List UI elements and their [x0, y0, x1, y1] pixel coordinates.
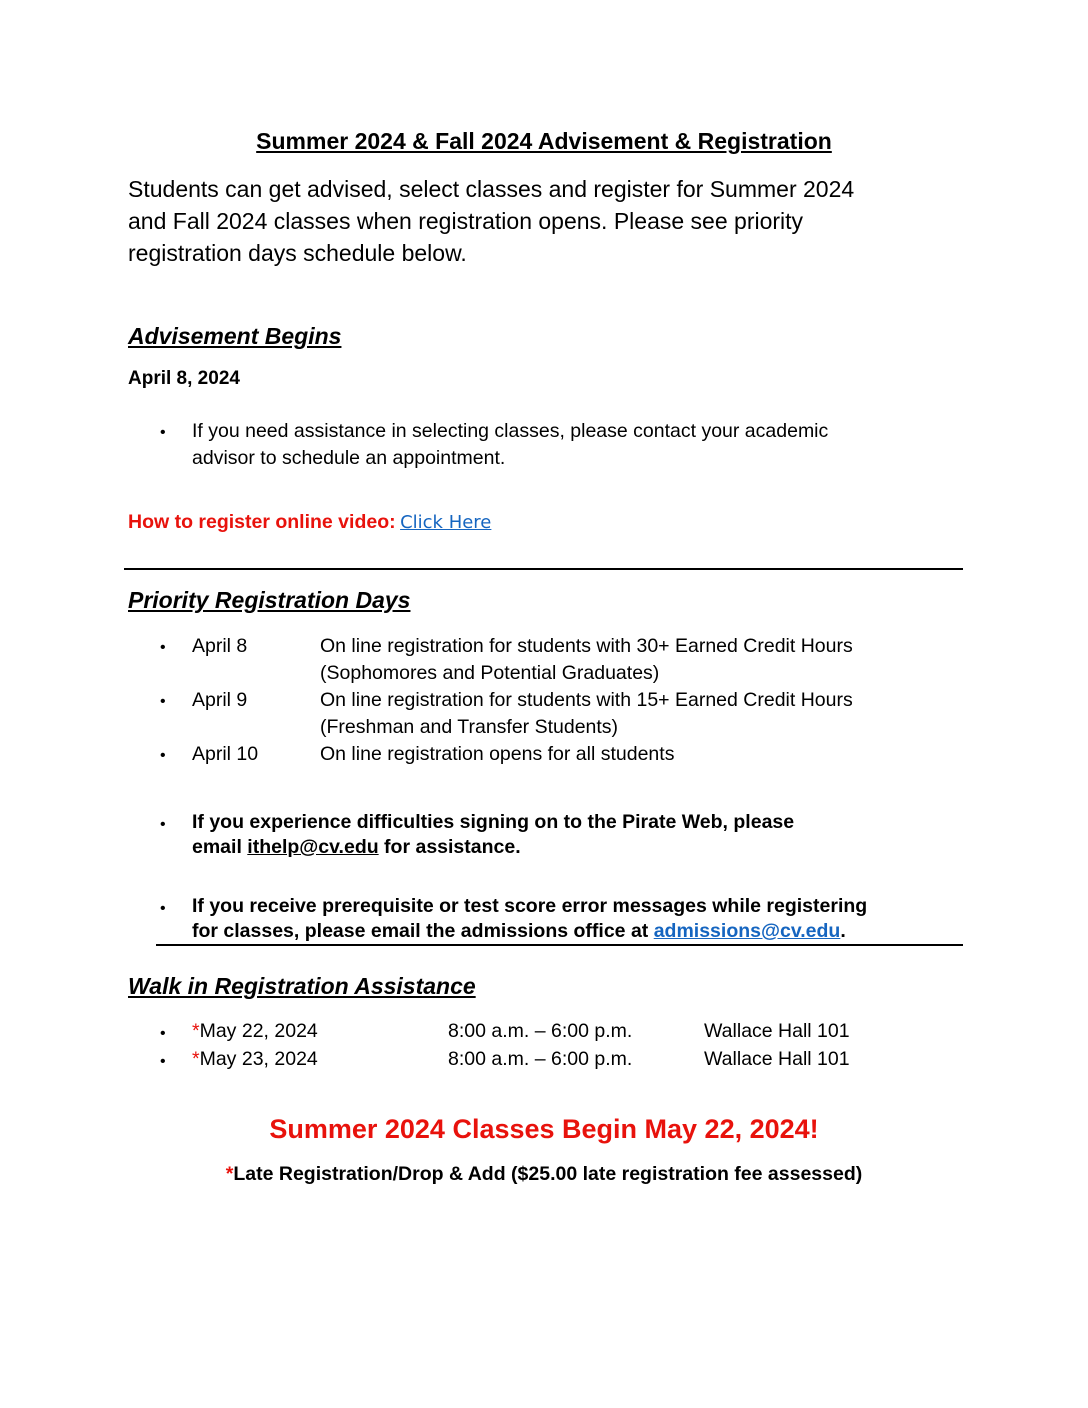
priority-day-line: On line registration for students with 15+ Earned Credit Hours [320, 689, 853, 711]
priority-heading: Priority Registration Days [128, 587, 411, 613]
advisement-bullet-line: If you need assistance in selecting classes, please contact your academic [192, 420, 829, 442]
help-line [192, 835, 794, 860]
summer-classes-banner: Summer 2024 Classes Begin May 22, 2024! [269, 1114, 819, 1144]
priority-day-desc [320, 687, 853, 741]
help-line: If you receive prerequisite or test score error messages while registering [192, 895, 868, 917]
priority-day-line: On line registration opens for all students [320, 743, 675, 765]
priority-day-line: (Freshman and Transfer Students) [320, 716, 619, 738]
help-line [192, 919, 867, 944]
bullet-icon: • [160, 816, 166, 833]
help-text: for assistance. [378, 836, 521, 858]
walkin-date-text: May 22, 2024 [199, 1020, 318, 1042]
help-line: If you experience difficulties signing on to the Pirate Web, please [192, 811, 795, 833]
bullet-icon: • [160, 639, 166, 656]
priority-day-desc [320, 741, 674, 768]
asterisk: * [225, 1163, 234, 1185]
priority-day-line: (Sophomores and Potential Graduates) [320, 662, 660, 684]
bullet-icon: • [160, 1053, 166, 1070]
intro-line: Students can get advised, select classes and register for Summer 2024 [128, 176, 855, 202]
click-here-link[interactable]: Click Here [400, 512, 492, 533]
help-text: email [192, 836, 248, 858]
priority-day-date: April 8 [192, 635, 248, 657]
advisement-bullet-line: advisor to schedule an appointment. [192, 447, 506, 469]
ithelp-email-link[interactable]: ithelp@cv.edu [247, 836, 379, 858]
help-text: for classes, please email the admissions office at [192, 920, 654, 942]
walkin-date [192, 1018, 318, 1045]
walkin-heading: Walk in Registration Assistance [128, 973, 476, 999]
video-label: How to register online video: [128, 511, 396, 533]
bullet-icon: • [160, 1025, 166, 1042]
help-text: . [840, 920, 846, 942]
asterisk: * [192, 1048, 200, 1070]
pirate-web-help [192, 810, 794, 860]
divider-rule [156, 944, 963, 946]
priority-day-date: April 10 [192, 743, 259, 765]
walkin-place: Wallace Hall 101 [704, 1048, 850, 1070]
walkin-date-text: May 23, 2024 [199, 1048, 318, 1070]
late-registration-text: Late Registration/Drop & Add ($25.00 late registration fee assessed) [233, 1163, 863, 1185]
advisement-bullet [192, 418, 828, 472]
walkin-place: Wallace Hall 101 [704, 1020, 850, 1042]
walkin-date [192, 1046, 318, 1073]
priority-day-date: April 9 [192, 689, 248, 711]
intro-line: and Fall 2024 classes when registration opens. Please see priority [128, 208, 804, 234]
intro-paragraph [128, 173, 854, 269]
advisement-heading: Advisement Begins [128, 323, 342, 349]
bullet-icon: • [160, 424, 166, 441]
walkin-time: 8:00 a.m. – 6:00 p.m. [448, 1020, 633, 1042]
advisement-date: April 8, 2024 [128, 368, 240, 389]
bullet-icon: • [160, 900, 166, 917]
document-title: Summer 2024 & Fall 2024 Advisement & Registration [256, 128, 832, 154]
priority-day-desc [320, 633, 853, 687]
bullet-icon: • [160, 693, 166, 710]
divider-rule [124, 568, 963, 570]
walkin-time: 8:00 a.m. – 6:00 p.m. [448, 1048, 633, 1070]
priority-day-line: On line registration for students with 30+ Earned Credit Hours [320, 635, 853, 657]
prerequisite-help [192, 894, 867, 944]
intro-line: registration days schedule below. [128, 240, 467, 266]
late-registration-note [0, 1163, 1088, 1186]
bullet-icon: • [160, 747, 166, 764]
admissions-email-link[interactable]: admissions@cv.edu [653, 920, 841, 942]
video-line [128, 511, 491, 534]
asterisk: * [192, 1020, 200, 1042]
